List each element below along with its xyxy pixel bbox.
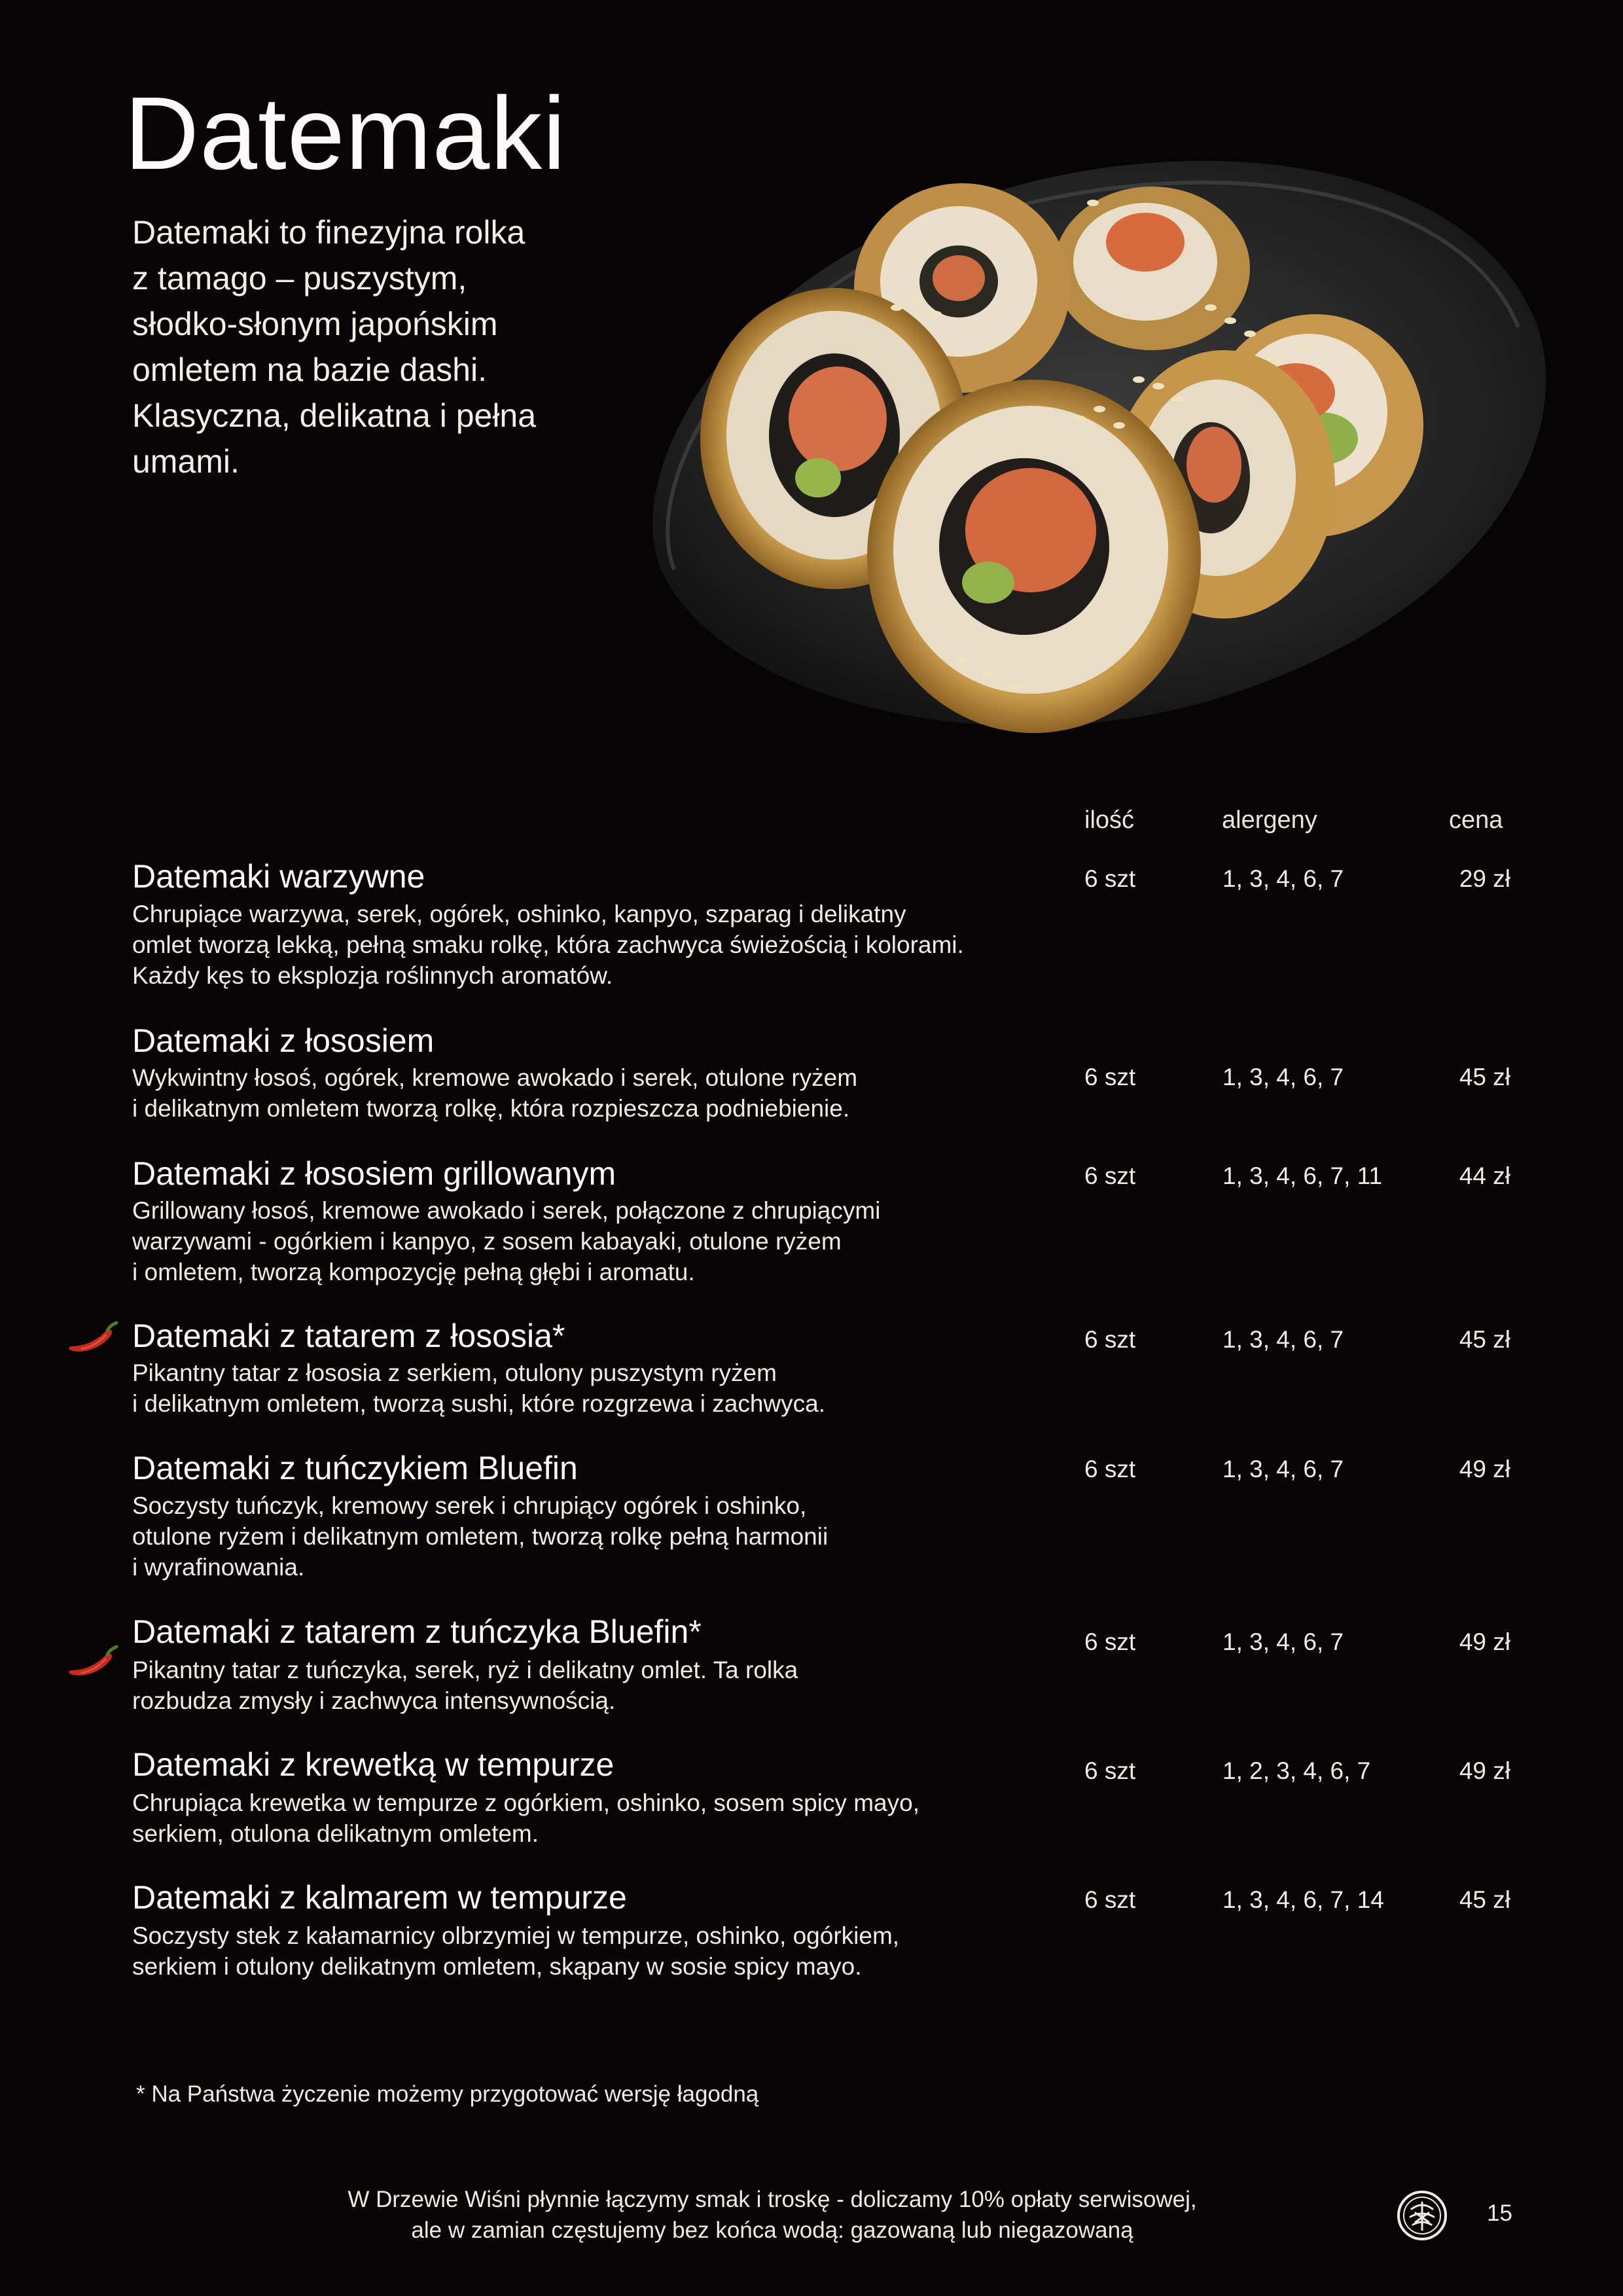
chili-pepper-icon: [68, 1320, 119, 1357]
intro-line: omletem na bazie dashi.: [132, 351, 487, 388]
intro-line: słodko-słonym japońskim: [132, 306, 498, 342]
footer-note: [327, 2184, 1217, 2246]
page-number: 15: [1487, 2200, 1512, 2226]
item-allergens: 1, 3, 4, 6, 7, 14: [1222, 1886, 1384, 1913]
desc-line: rozbudza zmysły i zachwyca intensywnością.: [132, 1687, 616, 1714]
desc-line: Pikantny tatar z łososia z serkiem, otulony puszystym ryżem: [132, 1359, 777, 1386]
intro-line: Klasyczna, delikatna i pełna: [132, 397, 537, 434]
item-qty: 6 szt: [1084, 865, 1136, 892]
item-desc: [132, 1195, 880, 1287]
item-desc: [132, 1920, 899, 1982]
desc-line: warzywami - ogórkiem i kanpyo, z sosem kabayaki, otulone ryżem: [132, 1228, 842, 1255]
datemaki-photo: [622, 111, 1551, 759]
item-name: Datemaki z tatarem z łososia*: [132, 1318, 565, 1354]
footer-line: W Drzewie Wiśni płynnie łączymy smak i troskę - doliczamy 10% opłaty serwisowej,: [348, 2187, 1197, 2212]
item-desc: [132, 1655, 798, 1716]
desc-line: Każdy kęs to eksplozja roślinnych aromatów.: [132, 962, 613, 989]
item-name: Datemaki z kalmarem w tempurze: [132, 1879, 627, 1916]
desc-line: i omletem, tworzą kompozycję pełną głębi i aromatu.: [132, 1259, 695, 1285]
item-allergens: 1, 2, 3, 4, 6, 7: [1222, 1757, 1371, 1784]
roll-front: [867, 380, 1201, 733]
desc-line: otulone ryżem i delikatnym omletem, tworzą rolkę pełną harmonii: [132, 1523, 829, 1550]
item-desc: [132, 1787, 919, 1849]
item-price: 45 zł: [1459, 1064, 1510, 1090]
item-price: 45 zł: [1459, 1886, 1510, 1913]
desc-line: serkiem, otulona delikatnym omletem.: [132, 1820, 539, 1847]
item-name: Datemaki z łososiem: [132, 1022, 435, 1059]
item-qty: 6 szt: [1084, 1162, 1136, 1189]
desc-line: Chrupiące warzywa, serek, ogórek, oshinko, kanpyo, szparag i delikatny: [132, 901, 906, 927]
column-header-allergens: alergeny: [1222, 806, 1317, 834]
item-desc: [132, 1490, 828, 1583]
footnote: * Na Państwa życzenie możemy przygotować wersję łagodną: [136, 2081, 759, 2107]
desc-line: Soczysty stek z kałamarnicy olbrzymiej w tempurze, oshinko, ogórkiem,: [132, 1922, 900, 1949]
item-allergens: 1, 3, 4, 6, 7: [1222, 1064, 1344, 1090]
item-price: 49 zł: [1459, 1628, 1510, 1655]
column-header-price: cena: [1449, 806, 1503, 834]
intro-line: z tamago – puszystym,: [132, 260, 467, 296]
item-price: 49 zł: [1459, 1757, 1510, 1784]
item-qty: 6 szt: [1084, 1456, 1136, 1482]
item-allergens: 1, 3, 4, 6, 7: [1222, 1628, 1344, 1655]
item-allergens: 1, 3, 4, 6, 7: [1222, 865, 1344, 892]
item-name: Datemaki z tatarem z tuńczyka Bluefin*: [132, 1613, 702, 1650]
item-desc: [132, 1357, 825, 1419]
item-allergens: 1, 3, 4, 6, 7: [1222, 1326, 1344, 1353]
item-name: Datemaki z tuńczykiem Bluefin: [132, 1450, 578, 1486]
item-desc: [132, 1062, 857, 1124]
item-qty: 6 szt: [1084, 1886, 1136, 1913]
desc-line: omlet tworzą lekką, pełną smaku rolkę, która zachwyca świeżością i kolorami.: [132, 931, 964, 958]
desc-line: Pikantny tatar z tuńczyka, serek, ryż i delikatny omlet. Ta rolka: [132, 1657, 798, 1683]
column-header-qty: ilość: [1084, 806, 1135, 834]
restaurant-logo-icon: [1396, 2189, 1448, 2242]
desc-line: i wyrafinowania.: [132, 1554, 305, 1581]
item-name: Datemaki z łososiem grillowanym: [132, 1155, 616, 1192]
desc-line: Chrupiąca krewetka w tempurze z ogórkiem, oshinko, sosem spicy mayo,: [132, 1789, 919, 1816]
item-price: 45 zł: [1459, 1326, 1510, 1353]
desc-line: i delikatnym omletem tworzą rolkę, która rozpieszcza podniebienie.: [132, 1095, 850, 1122]
item-desc: [132, 899, 964, 991]
item-qty: 6 szt: [1084, 1326, 1136, 1353]
page-title: Datemaki: [124, 76, 567, 191]
item-price: 29 zł: [1459, 865, 1510, 892]
item-price: 49 zł: [1459, 1456, 1510, 1482]
intro-line: Datemaki to finezyjna rolka: [132, 214, 526, 251]
desc-line: serkiem i otulony delikatnym omletem, skąpany w sosie spicy mayo.: [132, 1953, 862, 1980]
desc-line: Wykwintny łosoś, ogórek, kremowe awokado i serek, otulone ryżem: [132, 1064, 858, 1091]
item-allergens: 1, 3, 4, 6, 7: [1222, 1456, 1344, 1482]
item-name: Datemaki z krewetką w tempurze: [132, 1746, 615, 1783]
intro-line: umami.: [132, 443, 240, 480]
item-price: 44 zł: [1459, 1162, 1510, 1189]
intro-text: [132, 209, 630, 484]
item-qty: 6 szt: [1084, 1628, 1136, 1655]
footer-line: ale w zamian częstujemy bez końca wodą: gazowaną lub niegazowaną: [411, 2217, 1133, 2243]
desc-line: Soczysty tuńczyk, kremowy serek i chrupiący ogórek i oshinko,: [132, 1492, 807, 1519]
item-qty: 6 szt: [1084, 1757, 1136, 1784]
roll-back-right: [1054, 187, 1250, 350]
desc-line: i delikatnym omletem, tworzą sushi, które rozgrzewa i zachwyca.: [132, 1390, 825, 1417]
chili-pepper-icon: [68, 1644, 119, 1681]
desc-line: Grillowany łosoś, kremowe awokado i serek, połączone z chrupiącymi: [132, 1197, 881, 1224]
item-qty: 6 szt: [1084, 1064, 1136, 1090]
item-name: Datemaki warzywne: [132, 858, 425, 895]
item-allergens: 1, 3, 4, 6, 7, 11: [1222, 1162, 1383, 1189]
